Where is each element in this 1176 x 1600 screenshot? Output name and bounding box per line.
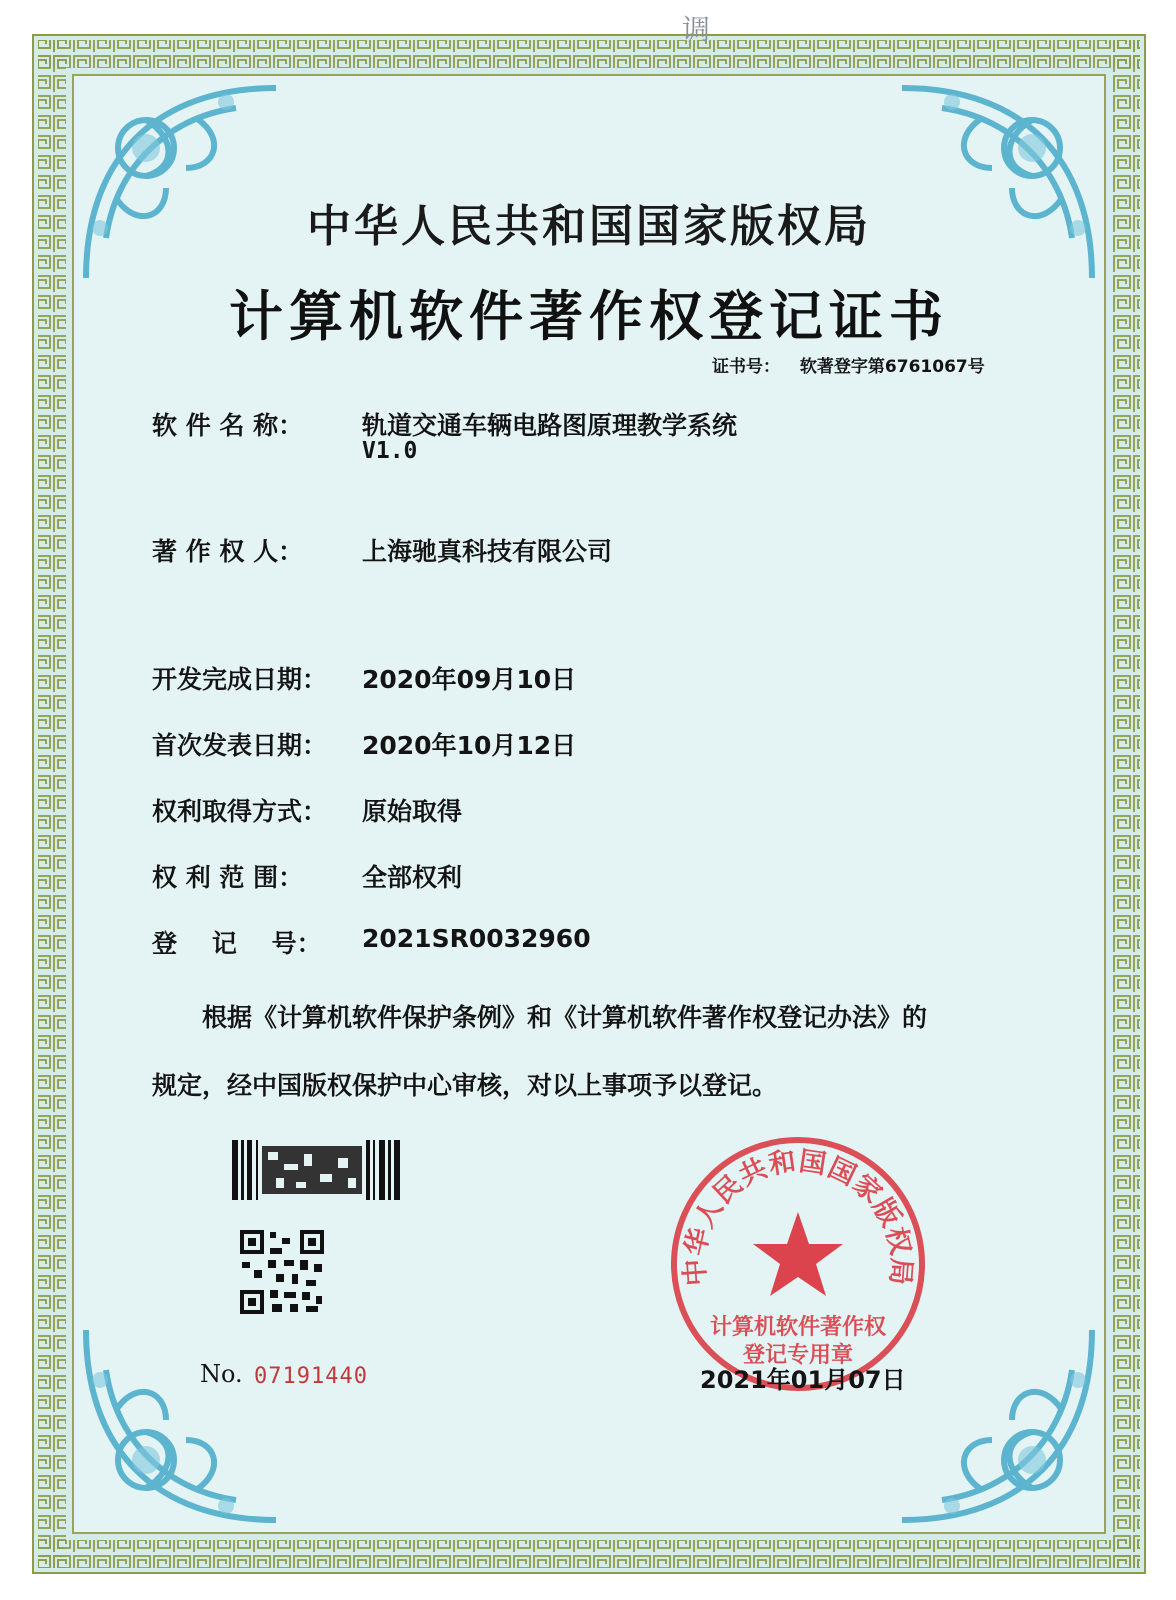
field-label-publish-date: 首次发表日期： [152, 731, 328, 760]
issuing-agency: 中华人民共和国国家版权局 [307, 201, 871, 252]
certificate-number [712, 352, 985, 377]
seal-inner-line-2: 登记专用章 [742, 1343, 854, 1368]
field-label-copyright-owner: 著 作 权 人： [152, 537, 304, 566]
official-seal-icon [668, 1134, 928, 1394]
barcode-icon [232, 1140, 400, 1200]
field-label-software-name: 软 件 名 称： [152, 411, 304, 440]
field-value-software-name: 轨道交通车辆电路图原理教学系统 [362, 411, 738, 440]
field-label-completion-date: 开发完成日期： [152, 665, 328, 694]
field-value-acquisition-method: 原始取得 [362, 797, 463, 826]
field-value-publish-date: 2020年10月12日 [362, 731, 577, 760]
field-value-registration-number: 2021SR0032960 [362, 924, 591, 953]
field-value-completion-date: 2020年09月10日 [362, 665, 577, 694]
certificate [32, 13, 1146, 1574]
serial-number-value: 07191440 [254, 1364, 368, 1389]
field-label-acquisition-method: 权利取得方式： [152, 797, 328, 826]
statement-line-1: 根据《计算机软件保护条例》和《计算机软件著作权登记办法》的 [202, 1003, 928, 1032]
certificate-number-label: 证书号： [712, 357, 780, 377]
issue-date: 2021年01月07日 [700, 1366, 906, 1394]
field-value-software-version: V1.0 [362, 438, 418, 464]
field-value-copyright-owner: 上海驰真科技有限公司 [362, 537, 613, 566]
field-label-registration-number: 登 记 号： [152, 929, 322, 958]
field-value-rights-scope: 全部权利 [362, 863, 463, 892]
handwritten-note: 调 [682, 13, 711, 46]
corner-ornament-icon [76, 1310, 296, 1530]
corner-ornament-icon [76, 78, 296, 298]
serial-number-label: No. [200, 1360, 243, 1388]
qr-code-icon [240, 1230, 324, 1314]
seal-inner-line-1: 计算机软件著作权 [709, 1315, 887, 1340]
field-label-rights-scope: 权 利 范 围： [152, 863, 304, 892]
statement-line-2: 规定，经中国版权保护中心审核，对以上事项予以登记。 [152, 1071, 778, 1100]
corner-ornament-icon [882, 78, 1102, 298]
certificate-number-value: 软著登字第6761067号 [799, 357, 985, 377]
certificate-title: 计算机软件著作权登记证书 [229, 284, 949, 348]
seal-outer-text: 中华人民共和国国家版权局 [679, 1145, 917, 1287]
